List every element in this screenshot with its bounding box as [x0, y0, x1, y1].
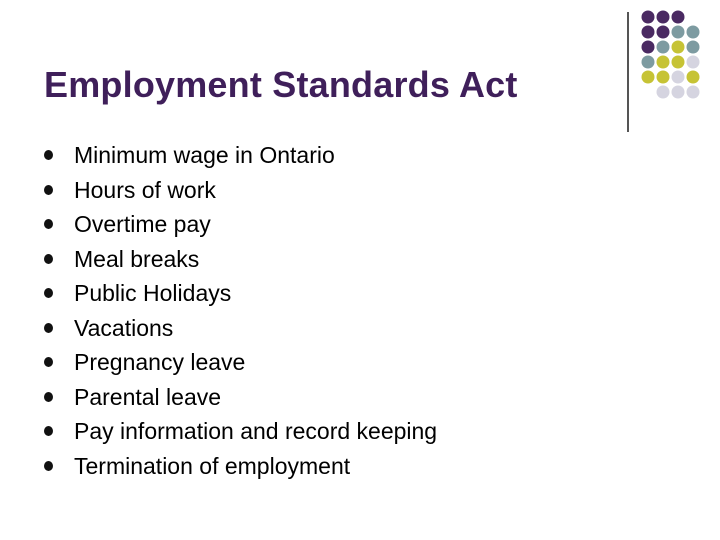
decorative-dot-teal [687, 26, 700, 39]
bullet-dot-icon [44, 426, 53, 436]
decorative-dot-olive [672, 56, 685, 69]
bullet-text: Minimum wage in Ontario [74, 142, 335, 168]
bullet-text: Meal breaks [74, 245, 200, 272]
decorative-dot-purple [657, 11, 670, 24]
decorative-dot-lavender [672, 71, 685, 84]
decorative-dot-olive [687, 71, 700, 84]
decorative-dot-purple [642, 26, 655, 39]
bullet-text: Overtime pay [74, 211, 211, 237]
bullet-dot-icon [44, 288, 53, 298]
decorative-dot-teal [687, 41, 700, 54]
bullet-text: Hours of work [74, 176, 216, 203]
decorative-dot-purple [672, 11, 685, 24]
bullet-dot-icon [44, 357, 53, 367]
bullet-dot-icon [44, 185, 53, 195]
decorative-dot-lavender [687, 86, 700, 99]
decorative-dot-olive [672, 41, 685, 54]
decorative-dot-purple [657, 26, 670, 39]
bullet-dot-icon [44, 323, 53, 333]
decorative-dot-olive [657, 71, 670, 84]
bullet-text: Termination of employment [74, 452, 351, 479]
bullet-text: Vacations [74, 314, 174, 341]
bullet-text: Pay information and record keeping [74, 418, 438, 444]
bullet-dot-icon [44, 254, 53, 264]
decorative-dot-purple [642, 41, 655, 54]
decorative-dot-lavender [657, 86, 670, 99]
decorative-dot-lavender [672, 86, 685, 99]
decorative-dot-teal [642, 56, 655, 69]
bullet-text: Parental leave [74, 383, 222, 410]
slide-title: Employment Standards Act [44, 64, 518, 105]
bullet-dot-icon [44, 392, 53, 402]
bullet-dot-icon [44, 461, 53, 471]
bullet-dot-icon [44, 219, 53, 229]
decorative-dot-lavender [687, 56, 700, 69]
bullet-text: Public Holidays [74, 280, 232, 306]
decorative-dot-olive [642, 71, 655, 84]
decorative-dot-teal [672, 26, 685, 39]
vertical-divider [627, 12, 629, 132]
bullet-dot-icon [44, 150, 53, 160]
decorative-dot-teal [657, 41, 670, 54]
decorative-dot-olive [657, 56, 670, 69]
decorative-dot-purple [642, 11, 655, 24]
bullet-text: Pregnancy leave [74, 349, 246, 375]
